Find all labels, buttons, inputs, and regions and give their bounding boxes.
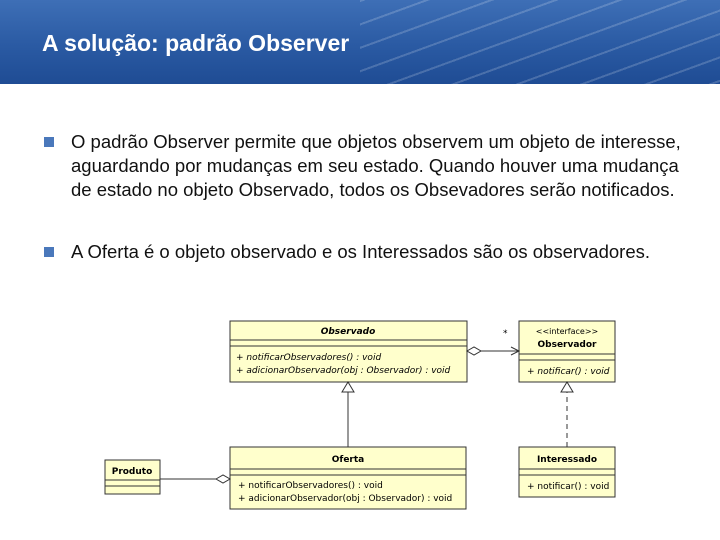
method: + adicionarObservador(obj : Observador) : void <box>238 494 453 504</box>
generalization-oferta-observado <box>342 382 354 447</box>
stereotype: <<interface>> <box>535 327 599 336</box>
class-observado <box>230 321 467 382</box>
method: + notificar() : void <box>527 367 610 377</box>
class-name: Observador <box>537 340 597 350</box>
method: + notificarObservadores() : void <box>238 481 383 491</box>
class-name: Oferta <box>331 455 365 465</box>
class-name: Produto <box>111 467 153 477</box>
aggregation-observado-observador <box>467 329 519 355</box>
method: + notificar() : void <box>527 482 610 492</box>
class-produto <box>105 460 160 494</box>
bullet-text: A Oferta é o objeto observado e os Interessados são os observadores. <box>71 241 650 262</box>
method: + adicionarObservador(obj : Observador) : void <box>236 366 451 376</box>
class-name: Observado <box>320 327 376 337</box>
realization-interessado-observador <box>561 382 573 447</box>
class-interessado <box>519 447 615 497</box>
bullet-text: O padrão Observer permite que objetos observem um objeto de interesse, aguardando por mudanças em seu estado. Quando houver uma mudança de estado no objeto Observado, todos os Obsevadores serão notificados. <box>71 131 681 200</box>
method: + notificarObservadores() : void <box>236 353 382 363</box>
class-name: Interessado <box>536 455 598 465</box>
multiplicity-label: * <box>503 329 508 339</box>
class-oferta <box>230 447 466 509</box>
interface-observador <box>519 321 615 382</box>
aggregation-oferta-produto <box>160 475 230 483</box>
slide-title: A solução: padrão Observer <box>42 30 350 56</box>
